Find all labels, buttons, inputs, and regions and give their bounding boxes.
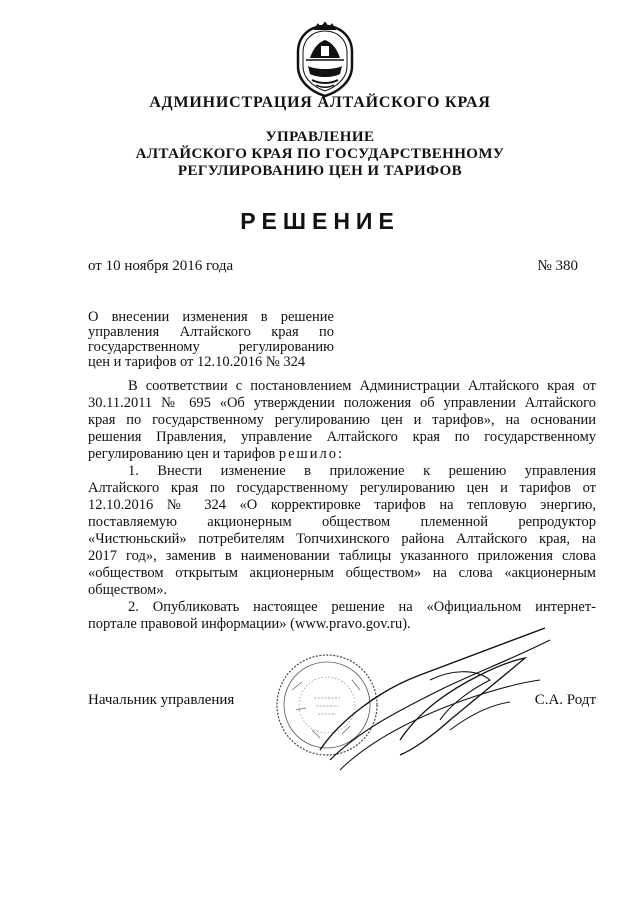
- body-line: [88, 446, 596, 463]
- body-line: 1. Внести изменение в приложение к решению управления: [128, 463, 596, 479]
- subject-line: государственному регулированию: [88, 339, 334, 355]
- body-line: портале правовой информации» (www.pravo.gov.ru).: [88, 616, 411, 632]
- body-line: В соответствии с постановлением Администрации Алтайского края от: [128, 378, 596, 394]
- department-line-3: РЕГУЛИРОВАНИЮ ЦЕН И ТАРИФОВ: [177, 163, 463, 179]
- document-number: № 380: [537, 258, 578, 274]
- administration-title: АДМИНИСТРАЦИЯ АЛТАЙСКОГО КРАЯ: [149, 94, 491, 111]
- body-line: 2. Опубликовать настоящее решение на «Официальном интернет-: [128, 599, 596, 615]
- subject-line: цен и тарифов от 12.10.2016 № 324: [88, 354, 306, 370]
- signatory-name: С.А. Родт: [534, 692, 596, 708]
- decided-word: решило:: [278, 446, 344, 462]
- signatory-role: Начальник управления: [88, 692, 235, 708]
- document-date: от 10 ноября 2016 года: [88, 258, 234, 274]
- body-line: поставляемую акционерным обществом племенной репродуктор: [88, 514, 596, 530]
- subject-line: О внесении изменения в решение: [88, 309, 334, 325]
- handwritten-signature: [300, 620, 560, 780]
- decision-body: [88, 378, 596, 633]
- coat-of-arms-icon: [290, 22, 360, 98]
- body-line: «обществом открытым акционерным обществом» на слова «акционерным: [88, 565, 596, 581]
- department-line-2: АЛТАЙСКОГО КРАЯ ПО ГОСУДАРСТВЕННОМУ: [135, 146, 505, 162]
- body-line: «Чистюньский» потребителям Топчихинского района Алтайского края, на: [88, 531, 596, 547]
- body-line: обществом».: [88, 582, 168, 598]
- body-line: 12.10.2016 № 324 «О корректировке тарифов на тепловую энергию,: [88, 497, 596, 513]
- body-line: решения Правления, управление Алтайского края по государственному: [88, 429, 596, 445]
- body-line: 2017 год», заменив в наименовании таблицы указанного приложения слова: [88, 548, 596, 564]
- body-line: края по государственному регулированию цен и тарифов», на основании: [88, 412, 596, 428]
- document-title: РЕШЕНИЕ: [240, 208, 400, 234]
- body-line-text: регулированию цен и тарифов: [88, 446, 279, 462]
- department-line-1: УПРАВЛЕНИЕ: [265, 129, 375, 145]
- subject-block: [88, 310, 334, 370]
- subject-line: управления Алтайского края по: [88, 324, 334, 340]
- body-line: 30.11.2011 № 695 «Об утверждении положения об управлении Алтайского: [88, 395, 596, 411]
- body-line: Алтайского края по государственному регулированию цен и тарифов от: [88, 480, 596, 496]
